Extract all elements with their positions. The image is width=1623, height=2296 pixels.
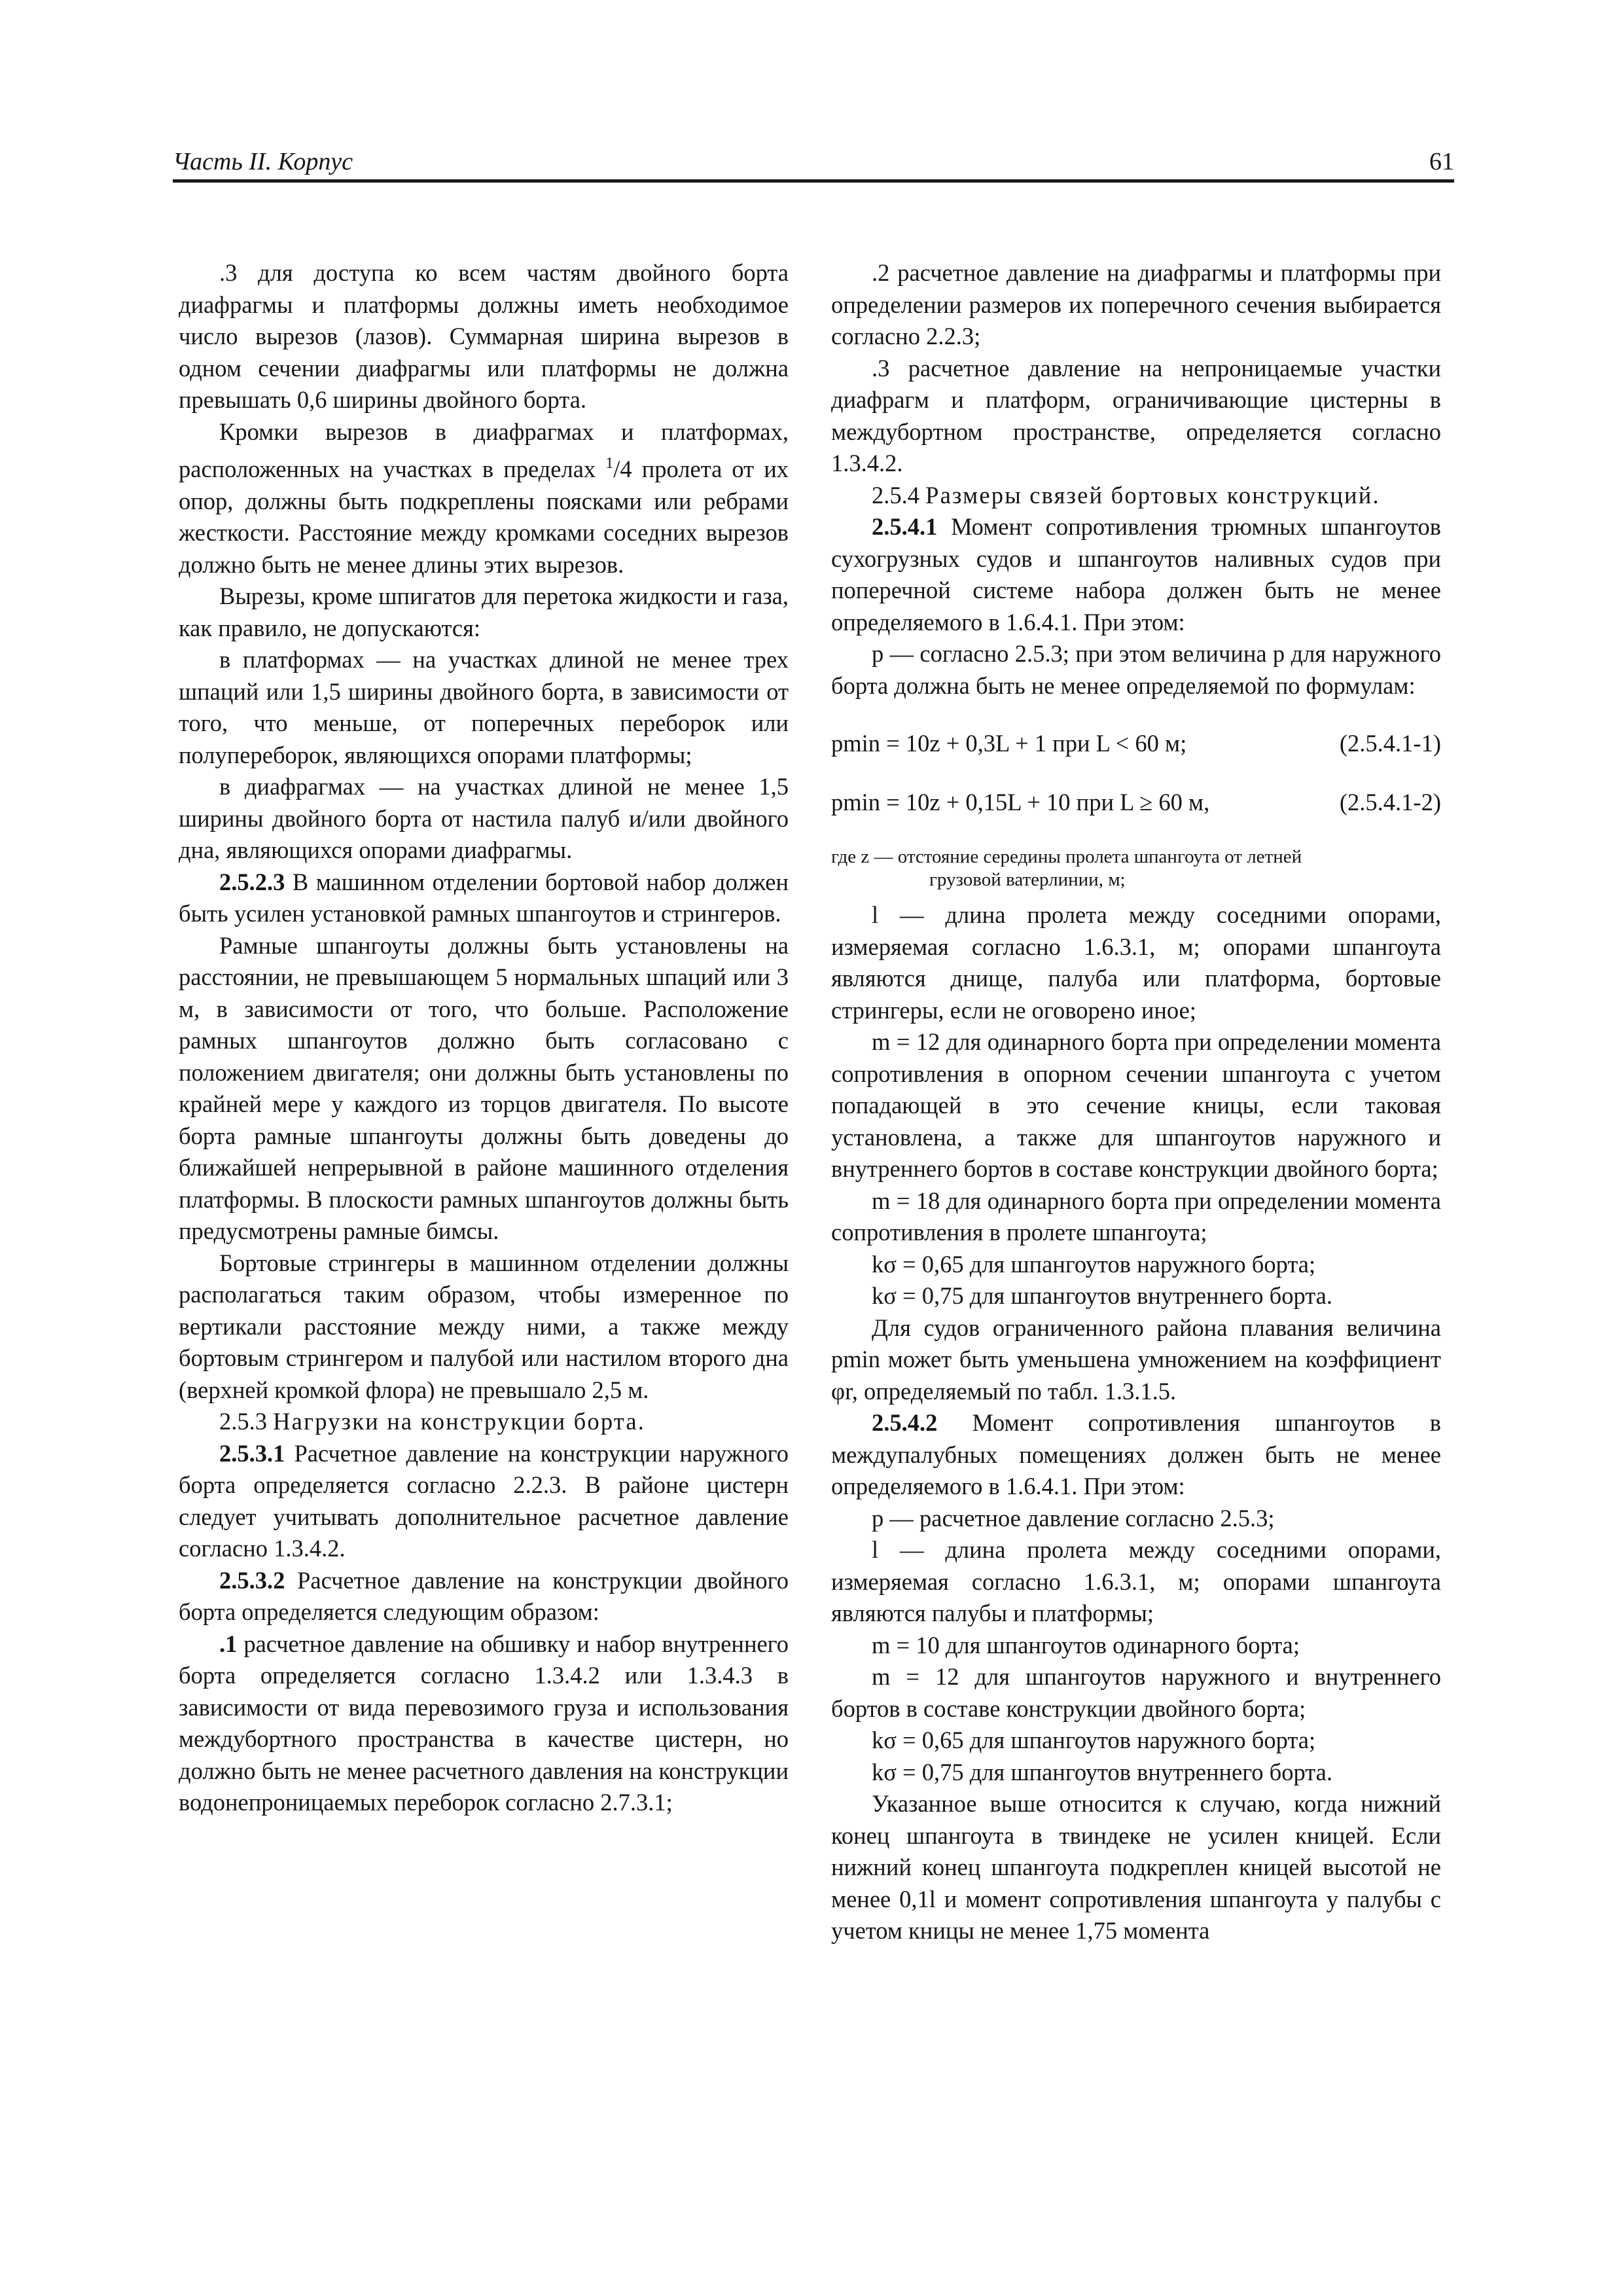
paragraph: Для судов ограниченного района плавания величина pmin может быть уменьшена умножением на коэффициент φr, определяемый по табл. 1.3.1.5. [831, 1314, 1441, 1405]
formula-text: pmin = 10z + 0,15L + 10 при L ≥ 60 м, [831, 789, 1210, 816]
paragraph: 2.5.3.1 Расчетное давление на конструкции наружного борта определяется согласно 2.2.3. В районе цистерн следует учитывать дополнительное расчетное давление согласно 1.3.4.2. [179, 1439, 789, 1562]
paragraph: 2.5.4.2 Момент сопротивления шпангоутов в междупалубных помещениях должен быть не менее определяемого в 1.6.4.1. При этом: [831, 1409, 1441, 1499]
paragraph: m = 10 для шпангоутов одинарного борта; [872, 1631, 1300, 1659]
paragraph: kσ = 0,65 для шпангоутов наружного борта; [872, 1727, 1316, 1753]
page-number: 61 [1429, 148, 1454, 175]
formula-number: (2.5.4.1-2) [1339, 789, 1441, 816]
formula-number: (2.5.4.1-1) [1339, 730, 1441, 757]
paragraph: m = 12 для шпангоутов наружного и внутреннего бортов в составе конструкции двойного борта; [831, 1663, 1441, 1722]
paragraph: .3 расчетное давление на непроницаемые участки диафрагм и платформ, ограничивающие цистерны в междубортном пространстве, определяется согласно 1.3.4.2. [831, 354, 1441, 476]
paragraph: m = 12 для одинарного борта при определении момента сопротивления в опорном сечении шпангоута с учетом попадающей в это сечение кницы, если таковая установлена, а также для шпангоутов наружного и внутреннего бортов в составе конструкции двойного борта; [831, 1028, 1441, 1182]
paragraph: 2.5.2.3 В машинном отделении бортовой набор должен быть усилен установкой рамных шпангоутов и стрингеров. [179, 868, 789, 927]
paragraph: .2 расчетное давление на диафрагмы и платформы при определении размеров их поперечного сечения выбирается согласно 2.2.3; [831, 259, 1441, 350]
paragraph: Вырезы, кроме шпигатов для перетока жидкости и газа, как правило, не допускаются: [179, 583, 789, 641]
paragraph: 2.5.4.1 Момент сопротивления трюмных шпангоутов сухогрузных судов и шпангоутов наливных судов при поперечной системе набора должен быть не менее определяемого в 1.6.4.1. При этом: [831, 513, 1441, 636]
paragraph: l — длина пролета между соседними опорами, измеряемая согласно 1.6.3.1, м; опорами шпангоута являются днище, палуба или платформа, бортовые стрингеры, если не оговорено иное; [831, 901, 1441, 1024]
right-column [831, 257, 1441, 1947]
paragraph: kσ = 0,65 для шпангоутов наружного борта; [872, 1250, 1316, 1278]
paragraph: kσ = 0,75 для шпангоутов внутреннего борта. [872, 1758, 1332, 1785]
running-title: Часть II. Корпус [173, 148, 353, 175]
formula-2-5-4-1-1 [831, 728, 1441, 759]
formula-text: pmin = 10z + 0,3L + 1 при L < 60 м; [831, 730, 1187, 757]
section-heading: 2.5.3 Нагрузки на конструкции борта. [219, 1408, 646, 1435]
paragraph: m = 18 для одинарного борта при определении момента сопротивления в пролете шпангоута; [831, 1187, 1441, 1246]
paragraph: l — длина пролета между соседними опорами, измеряемая согласно 1.6.3.1, м; опорами шпангоута являются палубы и платформы; [831, 1536, 1441, 1626]
paragraph: в платформах — на участках длиной не менее трех шпаций или 1,5 ширины двойного борта, в зависимости от того, что меньше, от поперечных переборок или полупереборок, являющихся опорами платформы; [179, 646, 789, 768]
paragraph: Рамные шпангоуты должны быть установлены на расстоянии, не превышающем 5 нормальных шпаций или 3 м, в зависимости от того, что больше. Расположение рамных шпангоутов должно быть согласовано с положением двигателя; они должны быть установлены по крайней мере у каждого из торцов двигателя. По высоте борта рамные шпангоуты должны быть доведены до ближайшей непрерывной в районе машинного отделения платформы. В плоскости рамных шпангоутов должны быть предусмотрены рамные бимсы. [179, 931, 789, 1244]
paragraph: p — согласно 2.5.3; при этом величина p для наружного борта должна быть не менее определяемой по формулам: [831, 640, 1441, 699]
paragraph: Кромки вырезов в диафрагмах и платформах, расположенных на участках в пределах $^1$/4 пролета от их опор, должны быть подкреплены поясками или ребрами жесткости. Расстояние между кромками соседних вырезов должно быть не менее длины этих вырезов. [179, 418, 789, 578]
paragraph: .1 расчетное давление на обшивку и набор внутреннего борта определяется согласно 1.3.4.2 или 1.3.4.3 в зависимости от вида перевозимого груза и использования междубортного пространства в качестве цистерн, но должно быть не менее расчетного давления на конструкции водонепроницаемых переборок согласно 2.7.3.1; [179, 1630, 789, 1816]
paragraph: в диафрагмах — на участках длиной не менее 1,5 ширины двойного борта от настила палуб и/или двойного дна, являющихся опорами диафрагмы. [179, 773, 789, 863]
section-heading: 2.5.4 Размеры связей бортовых конструкций. [872, 481, 1380, 509]
paragraph: Бортовые стрингеры в машинном отделении должны располагаться таким образом, чтобы измеренное по вертикали расстояние между ними, а также между бортовым стрингером и палубой или настилом второго дна (верхней кромкой флора) не превышало 2,5 м. [179, 1249, 789, 1403]
paragraph: .3 для доступа ко всем частям двойного борта диафрагмы и платформы должны иметь необходимое число вырезов (лазов). Суммарная ширина вырезов в одном сечении диафрагмы или платформы не должна превышать 0,6 ширины двойного борта. [179, 259, 789, 413]
paragraph: kσ = 0,75 для шпангоутов внутреннего борта. [872, 1282, 1332, 1309]
formula-note: где z — отстояние середины пролета шпангоута от летней грузовой ватерлинии, м; [831, 846, 1302, 890]
left-column [179, 257, 789, 1819]
paragraph: p — расчетное давление согласно 2.5.3; [872, 1504, 1275, 1532]
formula-2-5-4-1-2 [831, 787, 1441, 818]
paragraph: Указанное выше относится к случаю, когда нижний конец шпангоута в твиндеке не усилен кницей. Если нижний конец шпангоута подкреплен кницей высотой не менее 0,1l и момент сопротивления шпангоута у палубы с учетом кницы не менее 1,75 момента [831, 1790, 1441, 1944]
page-header [173, 145, 1454, 183]
paragraph: 2.5.3.2 Расчетное давление на конструкции двойного борта определяется следующим образом: [179, 1566, 789, 1625]
